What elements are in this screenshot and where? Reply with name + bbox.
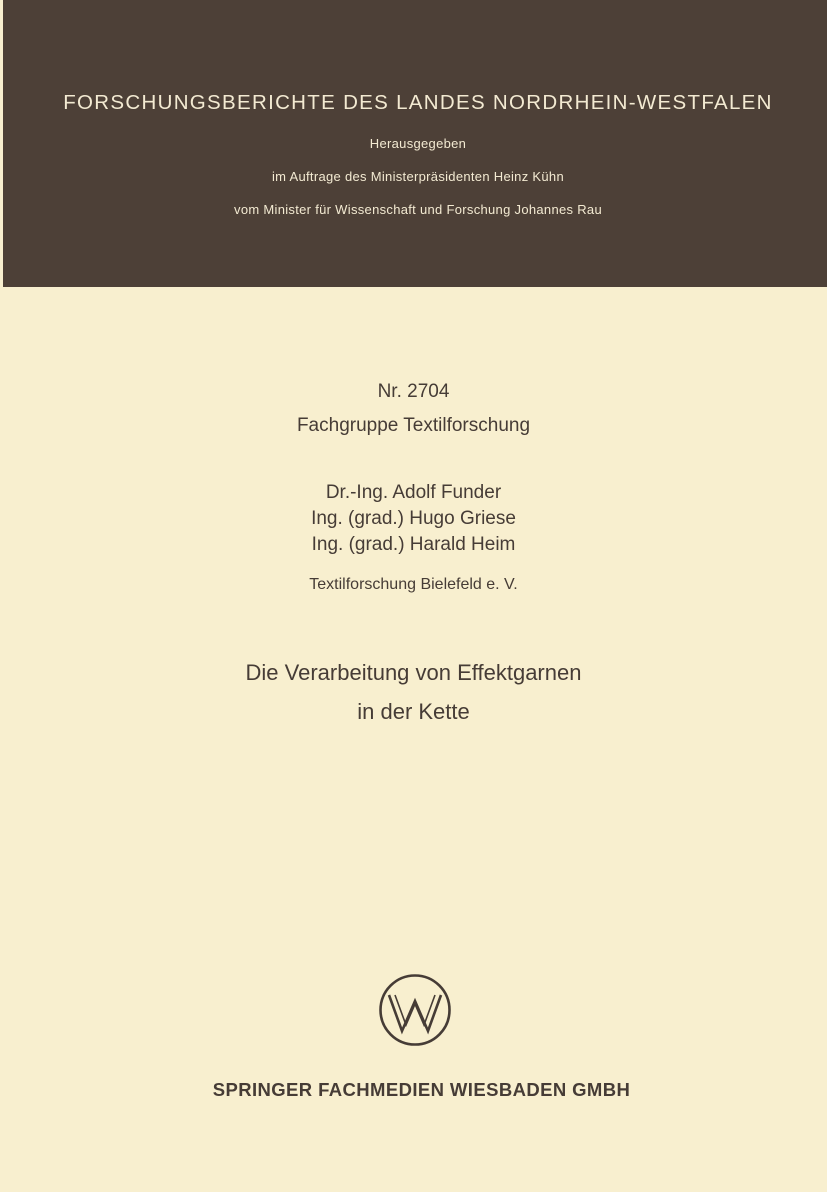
publisher-ww-logo-icon	[378, 973, 452, 1047]
report-number: Nr. 2704	[377, 381, 450, 402]
book-title-line-1: Die Verarbeitung von Effektgarnen	[245, 660, 582, 685]
author-3: Ing. (grad.) Harald Heim	[311, 534, 516, 555]
editor-note-line-3: vom Minister für Wissenschaft und Forschung Johannes Rau	[234, 202, 602, 217]
series-title: FORSCHUNGSBERICHTE DES LANDES NORDRHEIN-WESTFALEN	[63, 91, 773, 114]
editor-note-line-2: im Auftrage des Ministerpräsidenten Heinz Kühn	[271, 169, 564, 184]
header-band	[3, 0, 827, 287]
publisher-name: SPRINGER FACHMEDIEN WIESBADEN GMBH	[212, 1079, 631, 1100]
subject-group: Fachgruppe Textilforschung	[296, 415, 531, 436]
author-2: Ing. (grad.) Hugo Griese	[311, 508, 516, 529]
editor-note-line-1: Herausgegeben	[369, 136, 467, 151]
institute: Textilforschung Bielefeld e. V.	[309, 576, 518, 593]
author-1: Dr.-Ing. Adolf Funder	[325, 482, 502, 503]
book-title-line-2: in der Kette	[357, 699, 470, 724]
